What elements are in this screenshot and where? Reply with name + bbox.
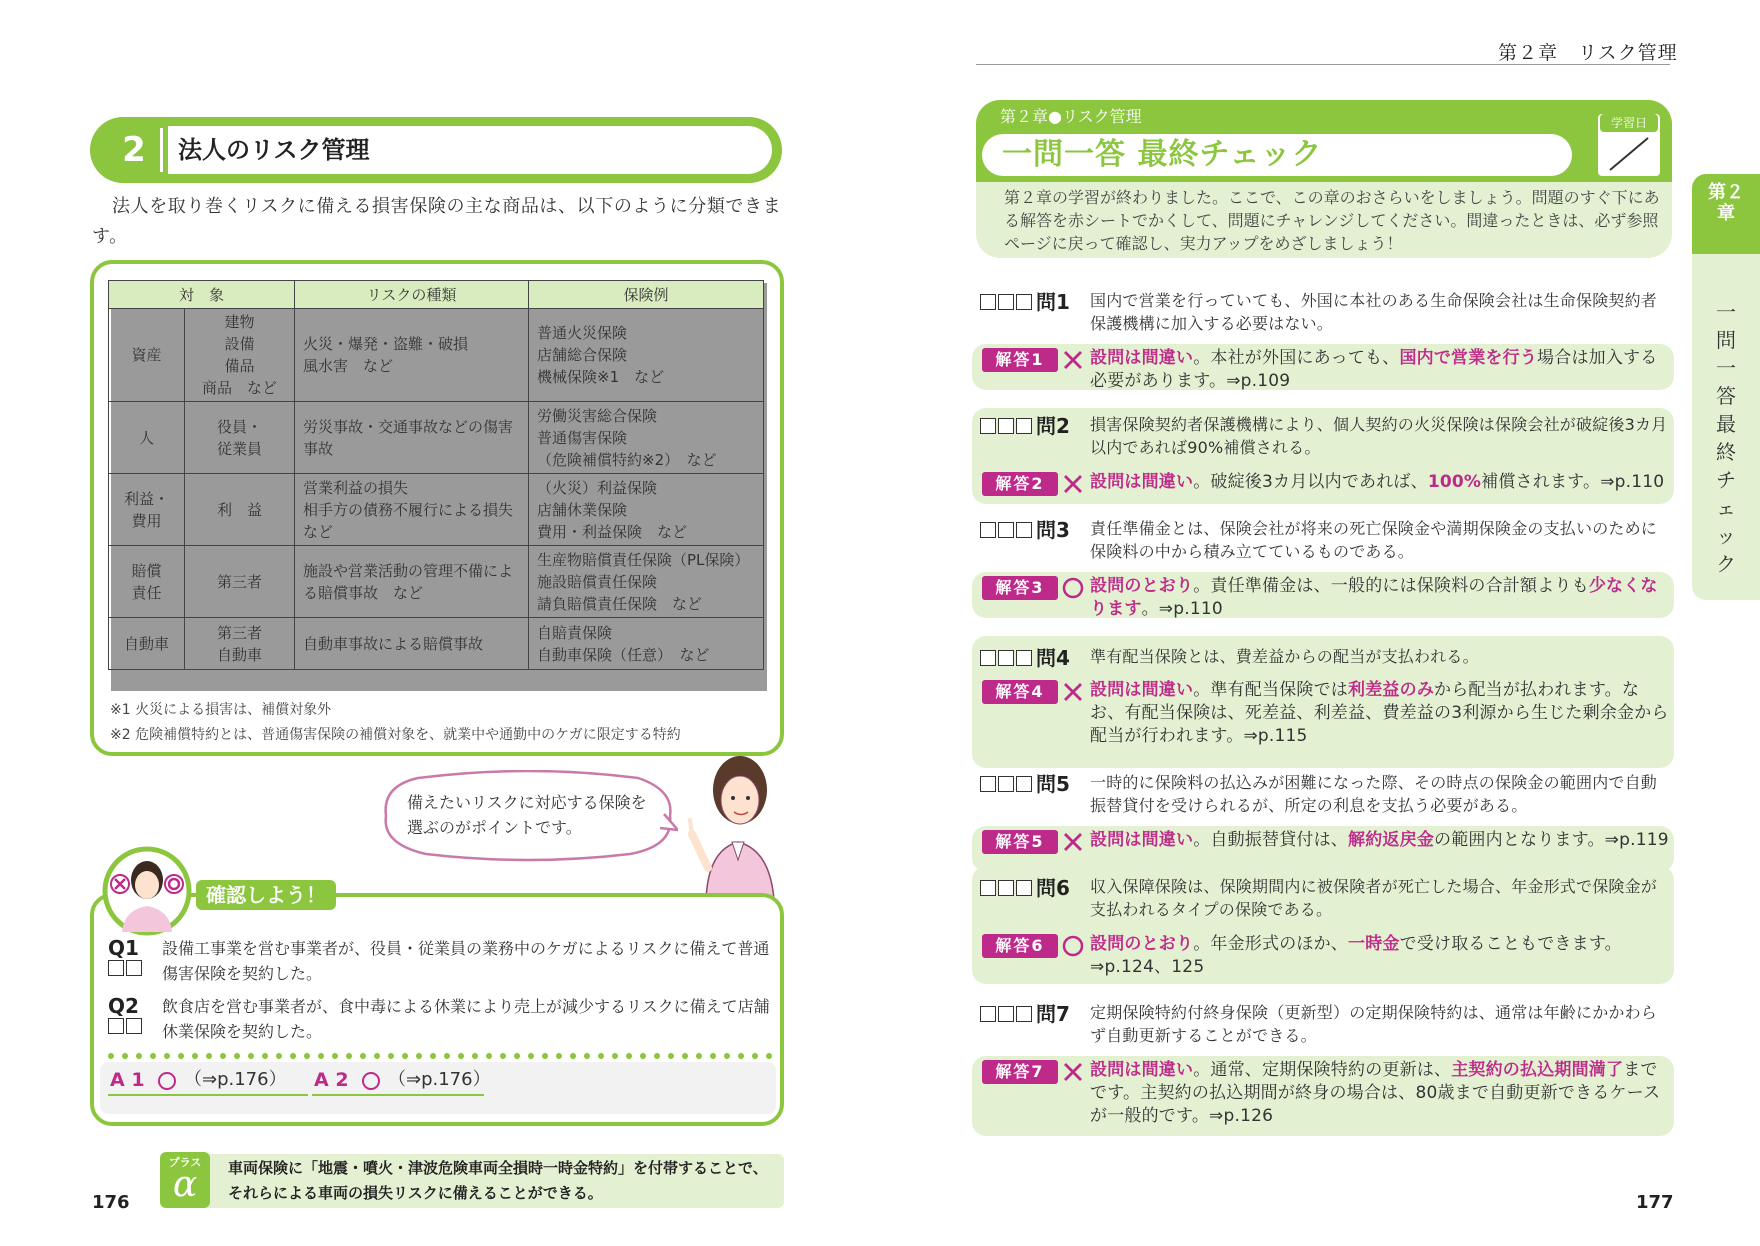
question-checkboxes[interactable] (980, 776, 1032, 792)
question-checkbox[interactable] (998, 776, 1014, 792)
question-checkboxes[interactable] (980, 650, 1032, 666)
running-head: 第２章 リスク管理 (1498, 42, 1678, 64)
section-title: 法人のリスク管理 (178, 136, 370, 164)
answer-segment: 。⇒p.110 (1141, 599, 1223, 619)
answer-highlight: 100% (1427, 472, 1482, 492)
question-text: 一時的に保険料の払込みが困難になった際、その時点の保険金の範囲内で自動振替貸付を受けられるが、所定の利息を支払う必要がある。 (1090, 773, 1658, 815)
question-checkbox[interactable] (998, 522, 1014, 538)
question-number: 問2 (1036, 414, 1070, 438)
answer-segment: 。本社が外国にあっても、 (1193, 348, 1400, 368)
answer-text (1090, 1059, 1672, 1128)
question-checkbox[interactable] (998, 418, 1014, 434)
teacher-icon (102, 846, 192, 936)
table-header-target: 対 象 (109, 281, 295, 309)
woman-illustration (688, 750, 788, 900)
answer-text (1090, 347, 1672, 393)
answer-badge: 解答7 (982, 1060, 1058, 1084)
answer-highlight: 設問は間違い (1090, 830, 1194, 850)
running-head-rule (976, 64, 1670, 65)
plus-alpha-text: 車両保険に「地震・噴火・津波危険車両全損時一時金特約」を付帯することで、それらによる車両の損失リスクに備えることができる。 (228, 1159, 768, 1202)
question-checkbox[interactable] (1016, 522, 1032, 538)
a2-circle-icon (362, 1072, 380, 1090)
answer-badge: 解答1 (982, 348, 1058, 372)
table-cell-risk: 火災・爆発・盗難・破損 風水害 など (295, 309, 529, 402)
q2-checkboxes[interactable] (108, 1018, 142, 1034)
question-checkbox[interactable] (980, 1006, 996, 1022)
question-checkbox[interactable] (1016, 650, 1032, 666)
a1-ref[interactable]: （⇒p.176） (184, 1069, 287, 1090)
question-checkboxes[interactable] (980, 1006, 1032, 1022)
answer-highlight: 設問は間違い (1090, 1060, 1194, 1080)
table-cell-object: 利 益 (185, 474, 295, 546)
table-row (109, 546, 764, 618)
table-cell-examples: 生産物賠償責任保険（PL保険） 施設賠償責任保険 請負賠償責任保険 など (529, 546, 764, 618)
answer-segment: 。通常、定期保険特約の更新は、 (1193, 1060, 1452, 1080)
answer-highlight: 設問は間違い (1090, 680, 1194, 700)
table-notes (110, 698, 770, 748)
table-cell-object: 役員・ 従業員 (185, 402, 295, 474)
answer-badge: 解答5 (982, 830, 1058, 854)
risk-table (108, 280, 764, 670)
answer-highlight: 利差益のみ (1348, 680, 1435, 700)
answer-badge: 解答2 (982, 472, 1058, 496)
answer-segment: の範囲内となります。⇒p.119 (1434, 830, 1669, 850)
table-header-examples: 保険例 (529, 281, 764, 309)
answer-highlight: 主契約の払込期間満了 (1451, 1060, 1624, 1080)
question-checkboxes[interactable] (980, 294, 1032, 310)
wrong-x-icon (1060, 471, 1086, 497)
wrong-x-icon (1060, 829, 1086, 855)
question-checkbox[interactable] (980, 776, 996, 792)
table-cell-object: 第三者 自動車 (185, 618, 295, 670)
table-row (109, 402, 764, 474)
question-checkbox[interactable] (1016, 418, 1032, 434)
plus-alpha-label: プラス (168, 1156, 202, 1169)
q2-label: Q2 (108, 994, 139, 1018)
table-cell-object: 建物 設備 備品 商品 など (185, 309, 295, 402)
answer-segment: 。準有配当保険では (1193, 680, 1349, 700)
final-check-chapter: 第２章●リスク管理 (1000, 107, 1142, 126)
question-checkbox[interactable] (980, 418, 996, 434)
a2-label: A 2 (314, 1069, 349, 1091)
wrong-x-icon (1060, 679, 1086, 705)
table-cell-risk: 労災事故・交通事故などの傷害事故 (295, 402, 529, 474)
answer-segment: までです。主契約の払込期間が終身の場合は、80歳まで自動更新できるケースが一般的です。⇒p.126 (1090, 1060, 1661, 1126)
a2-underline (312, 1094, 484, 1096)
question-checkbox[interactable] (980, 294, 996, 310)
answer-highlight: 少なくなります (1090, 576, 1658, 619)
answer-segment: 場合は加入する必要があります。⇒p.109 (1090, 348, 1658, 391)
question-checkboxes[interactable] (980, 418, 1032, 434)
plus-alpha-symbol: α (172, 1164, 198, 1205)
question-text: 国内で営業を行っていても、外国に本社のある生命保険会社は生命保険契約者保護機構に加入する必要はない。 (1090, 291, 1658, 333)
question-checkbox[interactable] (998, 880, 1014, 896)
answer-highlight: 解約返戻金 (1348, 830, 1435, 850)
question-number: 問6 (1036, 876, 1070, 900)
page-number-right: 177 (1636, 1192, 1674, 1213)
table-cell-examples: 自賠責保険 自動車保険（任意） など (529, 618, 764, 670)
question-checkbox[interactable] (998, 294, 1014, 310)
question-checkbox[interactable] (980, 650, 996, 666)
question-checkbox[interactable] (998, 650, 1014, 666)
table-row (109, 309, 764, 402)
wrong-x-icon (1060, 1059, 1086, 1085)
question-checkboxes[interactable] (980, 880, 1032, 896)
answer-text (1090, 471, 1672, 494)
a1-underline (108, 1094, 308, 1096)
section-number: 2 (122, 130, 146, 170)
question-checkbox[interactable] (1016, 1006, 1032, 1022)
question-text: 準有配当保険とは、費差益からの配当が支払われる。 (1090, 647, 1479, 666)
dotted-divider (104, 1052, 774, 1060)
table-cell-category: 賠償 責任 (109, 546, 185, 618)
correct-circle-icon (1060, 933, 1086, 959)
q1-checkbox-2[interactable] (126, 960, 142, 976)
answer-text (1090, 933, 1672, 979)
intro-paragraph: 法人を取り巻くリスクに備える損害保険の主な商品は、以下のように分類できます。 (92, 196, 782, 247)
question-text: 収入保障保険は、保険期間内に被保険者が死亡した場合、年金形式で保険金が支払われるタイプの保険である。 (1090, 877, 1658, 919)
q1-label: Q1 (108, 936, 139, 960)
question-number: 問5 (1036, 772, 1070, 796)
table-cell-category: 資産 (109, 309, 185, 402)
final-check-title: 一問一答 最終チェック (1002, 137, 1323, 172)
answer-highlight: 設問のとおり (1090, 934, 1194, 954)
table-cell-object: 第三者 (185, 546, 295, 618)
side-tab-chapter-text: 第２章 (1708, 182, 1744, 224)
page-number-left: 176 (92, 1192, 130, 1213)
question-checkboxes[interactable] (980, 522, 1032, 538)
question-number: 問3 (1036, 518, 1070, 542)
side-tab-title-text: 一問一答 最終チェック (1716, 300, 1736, 576)
question-checkbox[interactable] (998, 1006, 1014, 1022)
q1-checkbox-1[interactable] (108, 960, 124, 976)
note-1: ※1 火災による損害は、補償対象外 (110, 702, 332, 718)
table-cell-risk: 自動車事故による賠償事故 (295, 618, 529, 670)
table-row (109, 474, 764, 546)
question-checkbox[interactable] (1016, 880, 1032, 896)
wrong-x-icon (1060, 347, 1086, 373)
table-cell-category: 利益・ 費用 (109, 474, 185, 546)
question-text: 損害保険契約者保護機構により、個人契約の火災保険は保険会社が破綻後3カ月以内であれば90%補償される。 (1090, 415, 1668, 457)
question-text: 定期保険特約付終身保険（更新型）の定期保険特約は、通常は年齢にかかわらず自動更新することができる。 (1090, 1003, 1658, 1045)
answer-segment: 。破綻後3カ月以内であれば、 (1193, 472, 1428, 492)
q1-text: 設備工事業を営む事業者が、役員・従業員の業務中のケガによるリスクに備えて普通傷害保険を契約した。 (162, 939, 770, 983)
table-cell-examples: 普通火災保険 店舗総合保険 機械保険※1 など (529, 309, 764, 402)
check-title: 確認しよう！ (206, 883, 326, 907)
answer-segment: 。責任準備金は、一般的には保険料の合計額よりも (1193, 576, 1589, 596)
table-row (109, 618, 764, 670)
q2-checkbox-2[interactable] (126, 1018, 142, 1034)
answer-segment: 補償されます。⇒p.110 (1481, 472, 1665, 492)
answer-highlight: 設問は間違い (1090, 348, 1194, 368)
question-checkbox[interactable] (980, 522, 996, 538)
table-cell-risk: 施設や営業活動の管理不備による賠償事故 など (295, 546, 529, 618)
table-cell-examples: 労働災害総合保険 普通傷害保険 （危険補償特約※2） など (529, 402, 764, 474)
a2-ref[interactable]: （⇒p.176） (388, 1069, 491, 1090)
answer-badge: 解答3 (982, 576, 1058, 600)
q2-text: 飲食店を営む事業者が、食中毒による休業により売上が減少するリスクに備えて店舗休業保険を契約した。 (162, 997, 770, 1041)
answer-text (1090, 575, 1672, 621)
q1-checkboxes[interactable] (108, 960, 142, 976)
final-check-intro: 第２章の学習が終わりました。ここで、この章のおさらいをしましょう。問題のすぐ下にある解答を赤シートでかくして、問題にチャレンジしてください。間違ったときは、必ず参照ページに戻って確認し、実力アップをめざしましょう！ (1004, 188, 1660, 253)
question-checkbox[interactable] (1016, 776, 1032, 792)
table-cell-examples: （火災）利益保険 店舗休業保険 費用・利益保険 など (529, 474, 764, 546)
answer-segment: で受け取ることもできます。⇒p.124、125 (1090, 934, 1622, 977)
answer-badge: 解答6 (982, 934, 1058, 958)
note-2: ※2 危険補償特約とは、普通傷害保険の補償対象を、就業中や通勤中のケガに限定する特約 (110, 727, 681, 743)
study-date-label: 学習日 (1600, 114, 1658, 132)
answer-highlight: 国内で営業を行う (1399, 348, 1538, 368)
answer-segment: 。年金形式のほか、 (1193, 934, 1349, 954)
question-number: 問7 (1036, 1002, 1070, 1026)
bubble-text: 備えたいリスクに対応する保険を選ぶのがポイントです。 (407, 793, 647, 837)
question-checkbox[interactable] (1016, 294, 1032, 310)
study-date-slash (1600, 134, 1658, 174)
a1-circle-icon (158, 1072, 176, 1090)
answer-badge: 解答4 (982, 680, 1058, 704)
question-number: 問4 (1036, 646, 1070, 670)
question-text: 責任準備金とは、保険会社が将来の死亡保険金や満期保険金の支払いのために保険料の中から積み立てているものである。 (1090, 519, 1658, 561)
table-header-risk: リスクの種類 (295, 281, 529, 309)
plus-alpha-icon (160, 1152, 210, 1208)
a1-label: A 1 (110, 1069, 145, 1091)
answer-text (1090, 679, 1672, 748)
table-cell-category: 人 (109, 402, 185, 474)
q2-checkbox-1[interactable] (108, 1018, 124, 1034)
answer-segment: 。自動振替貸付は、 (1193, 830, 1349, 850)
section-divider (160, 128, 163, 172)
answer-highlight: 一時金 (1348, 934, 1400, 954)
answer-segment: から配当が払われます。なお、有配当保険は、死差益、利差益、費差益の3利源から生じた剰余金から配当が行われます。⇒p.115 (1090, 680, 1669, 746)
answer-highlight: 設問は間違い (1090, 472, 1194, 492)
question-number: 問1 (1036, 290, 1070, 314)
question-checkbox[interactable] (980, 880, 996, 896)
table-cell-risk: 営業利益の損失 相手方の債務不履行による損失 など (295, 474, 529, 546)
correct-circle-icon (1060, 575, 1086, 601)
answer-highlight: 設問のとおり (1090, 576, 1194, 596)
table-cell-category: 自動車 (109, 618, 185, 670)
answer-text (1090, 829, 1672, 852)
